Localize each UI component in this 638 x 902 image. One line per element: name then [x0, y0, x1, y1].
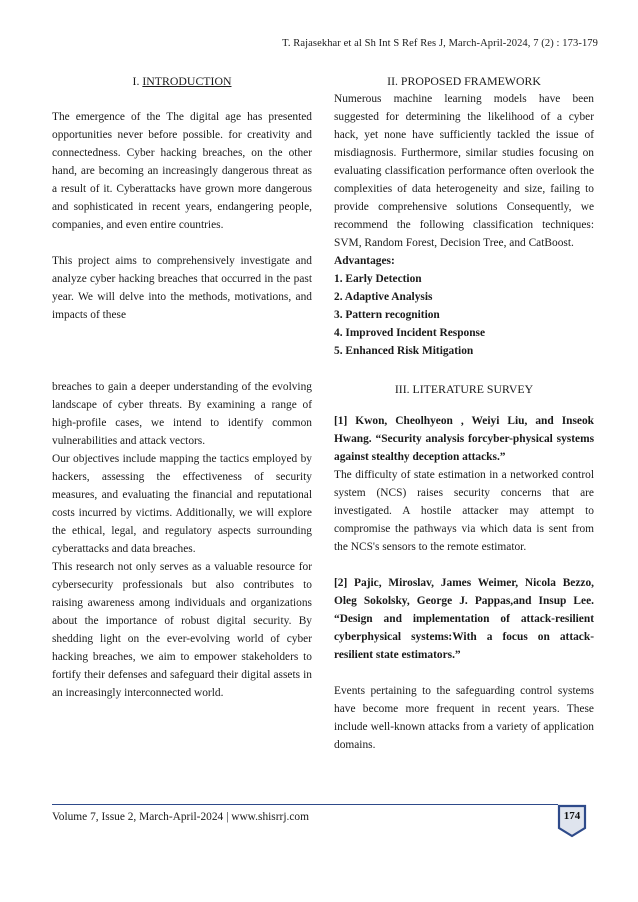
- advantages-label: Advantages:: [334, 255, 395, 267]
- reference-2-title: [2] Pajic, Miroslav, James Weimer, Nicola Bezzo, Oleg Sokolsky, George J. Pappas,and Insup Lee. “Design and implementation of attack-resilient cyberphysical systems:With a focus on attack-resilient state estimators.”: [334, 577, 594, 661]
- advantage-item: 3. Pattern recognition: [334, 309, 440, 321]
- left-column: [52, 72, 312, 702]
- section-heading-introduction: [52, 72, 312, 90]
- intro-paragraph-3: breaches to gain a deeper understanding of the evolving landscape of cyber threats. By examining a range of high-profile cases, we intend to identify common vulnerabilities and attack vectors.: [52, 381, 312, 447]
- intro-paragraph-5: This research not only serves as a valuable resource for cybersecurity professionals but also contributes to raising awareness among individuals and organizations about the importance of robust digital security. By shedding light on the ever-evolving world of cyber hacking breaches, we aim to empower stakeholders to fortify their defenses and safeguard their digital assets in an increasingly interconnected world.: [52, 561, 312, 699]
- footer-divider: [52, 804, 558, 805]
- section-heading-proposed-framework: II. PROPOSED FRAMEWORK: [387, 74, 541, 88]
- intro-paragraph-4: Our objectives include mapping the tactics employed by hackers, assessing the effectiveness of security measures, and evaluating the financial and reputational costs incurred by victims. Additionally, we will explore the ethical, legal, and regulatory aspects surrounding cyberattacks and data breaches.: [52, 453, 312, 555]
- advantage-item: 2. Adaptive Analysis: [334, 291, 433, 303]
- page-number: 174: [563, 810, 581, 822]
- right-column: [334, 72, 594, 754]
- heading-number: I.: [132, 74, 140, 88]
- reference-1-summary: The difficulty of state estimation in a networked control system (NCS) raises security concerns that are investigated. A hostile attacker may attempt to compromise the pathways via which data is sent from the NCS's sensors to the remote estimator.: [334, 469, 594, 553]
- advantage-item: 1. Early Detection: [334, 273, 422, 285]
- intro-paragraph-1: The emergence of the The digital age has presented opportunities never before possible. for creativity and connectedness. Cyber hacking breaches, on the other hand, are becoming an increasingly dangerous threat as a result of it. Cyberattacks have grown more dangerous and sophisticated in recent years, endangering people, companies, and even entire countries.: [52, 111, 312, 231]
- reference-2-summary: Events pertaining to the safeguarding control systems have become more frequent in recent years. These include well-known attacks from a variety of application domains.: [334, 685, 594, 751]
- reference-1-title: [1] Kwon, Cheolhyeon , Weiyi Liu, and Inseok Hwang. “Security analysis forcyber-physical systems against stealthy deception attacks.”: [334, 415, 594, 463]
- footer-volume-info: Volume 7, Issue 2, March-April-2024 | www.shisrrj.com: [52, 811, 309, 823]
- section-heading-literature-survey: III. LITERATURE SURVEY: [394, 382, 534, 396]
- advantage-item: 4. Improved Incident Response: [334, 327, 486, 339]
- intro-paragraph-2: This project aims to comprehensively investigate and analyze cyber hacking breaches that occurred in the past year. We will delve into the methods, motivations, and impacts of these: [52, 255, 312, 321]
- running-header: T. Rajasekhar et al Sh Int S Ref Res J, March-April-2024, 7 (2) : 173-179: [282, 38, 598, 49]
- page-number-badge: [557, 804, 587, 838]
- advantage-item: 5. Enhanced Risk Mitigation: [334, 345, 474, 357]
- framework-paragraph: Numerous machine learning models have been suggested for determining the likelihood of a cyber hack, yet none have sufficiently tackled the issue of misdiagnosis. Furthermore, similar studies focusing on evaluating classification performance often overlook the complexities of data heterogeneity and size, failing to provide comprehensive solutions Consequently, we recommend the following classification techniques: SVM, Random Forest, Decision Tree, and CatBoost.: [334, 93, 594, 249]
- heading-text: INTRODUCTION: [142, 74, 232, 88]
